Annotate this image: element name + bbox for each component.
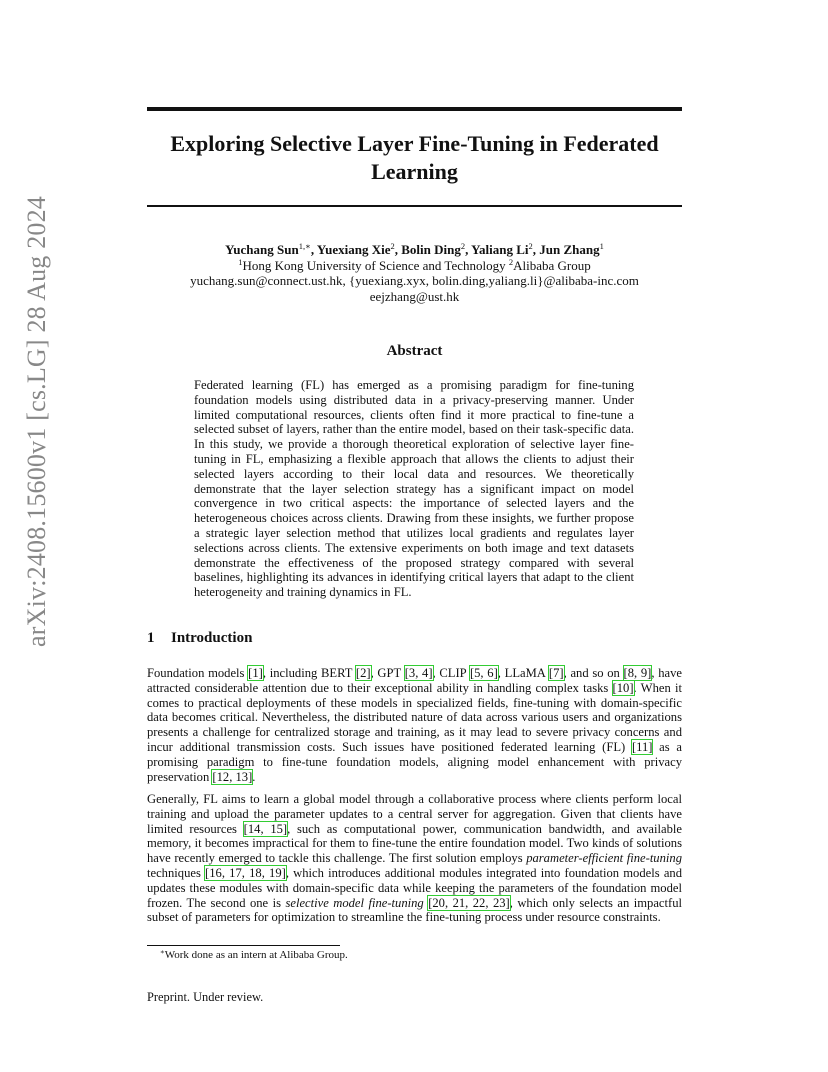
- author-affiliation-mark: 2: [528, 241, 533, 251]
- footnote: [160, 949, 348, 961]
- citation-link[interactable]: [16, 17, 18, 19]: [205, 865, 286, 880]
- footnote-mark: ∗: [160, 948, 165, 956]
- text-run: techniques: [147, 865, 206, 880]
- author-affiliation-mark: 1: [599, 241, 604, 251]
- section-heading: [147, 630, 252, 647]
- author-name: Jun Zhang: [539, 242, 600, 257]
- citation-link[interactable]: [20, 21, 22, 23]: [428, 895, 510, 910]
- text-run: .: [252, 769, 256, 784]
- author-affiliation-mark: 1,∗: [298, 241, 311, 251]
- author-emails: yuchang.sun@connect.ust.hk, {yuexiang.xyx, bolin.ding,yaliang.li}@alibaba-inc.com: [190, 273, 639, 288]
- title-bottom-rule: [147, 205, 682, 207]
- text-run: Foundation models: [147, 666, 249, 680]
- affiliation: Alibaba Group: [513, 257, 591, 273]
- citation-link[interactable]: [3, 4]: [404, 666, 433, 680]
- emphasized-term: selective model fine-tuning: [285, 895, 424, 910]
- abstract-heading: Abstract: [386, 343, 443, 359]
- text-run: , and so on: [563, 666, 624, 680]
- footnote-text: Work done as an intern at Alibaba Group.: [164, 949, 348, 961]
- text-run: , such as computational power, communication bandwidth, and available memory, it becomes impractical for them to fine-tune the entire foundation model. Two kinds of solutions have recently emerged to tackle this challenge. The first solution employs: [147, 821, 682, 866]
- footnote-rule: [147, 945, 340, 946]
- emphasized-term: parameter-efficient fine-tuning: [526, 851, 682, 866]
- paper-title: Exploring Selective Layer Fine-Tuning in Federated Learning: [170, 131, 659, 184]
- author-name: Yuexiang Xie: [316, 242, 391, 257]
- affiliation-mark: 1: [238, 256, 243, 267]
- text-run: , CLIP: [432, 666, 470, 680]
- text-run: , including BERT: [262, 666, 356, 680]
- author-emails: eejzhang@ust.hk: [369, 288, 460, 304]
- citation-link[interactable]: [12, 13]: [212, 769, 253, 784]
- section-number: 1: [147, 630, 155, 646]
- citation-link[interactable]: [11]: [631, 739, 653, 754]
- preprint-note: Preprint. Under review.: [147, 990, 264, 1004]
- citation-link[interactable]: [1]: [248, 666, 263, 680]
- affiliation-mark: 2: [508, 256, 514, 267]
- author-name: Bolin Ding: [401, 242, 461, 257]
- paragraph: [147, 666, 682, 784]
- author-affiliation-mark: 2: [390, 241, 395, 251]
- author-name: Yuchang Sun: [225, 242, 299, 257]
- author-names: Yuchang Sun$^{1,∗}$, Yuexiang Xie$^2$, Bolin Ding$^2$, Yaliang Li$^2$, Jun Zhang$^1$: [225, 241, 604, 257]
- author-block: [147, 242, 682, 304]
- text-run: , which introduces additional modules integrated into foundation models and updates these modules with domain-specific data while keeping the parameters of the foundation model frozen. The second one is: [147, 865, 683, 910]
- text-run: , have attracted considerable attention due to their exceptional ability in handling complex tasks: [147, 666, 683, 695]
- section-title: Introduction: [171, 630, 253, 646]
- text-run: , GPT: [370, 666, 405, 680]
- title-top-rule: [147, 107, 682, 111]
- affiliations: [147, 258, 682, 274]
- affiliation: Hong Kong University of Science and Technology: [242, 257, 506, 273]
- text-run: , which only selects an impactful subset of parameters for optimization to streamline the fine-tuning process under resource constraints.: [147, 895, 682, 925]
- author-affiliation-mark: 2: [460, 241, 466, 251]
- citation-link[interactable]: [2]: [355, 666, 371, 680]
- text-run: as a promising paradigm to fine-tune foundation models, aligning model enhancement with privacy preservation: [147, 739, 682, 784]
- author-name: Yaliang Li: [471, 242, 529, 257]
- citation-link[interactable]: [8, 9]: [623, 666, 652, 680]
- paragraph: [147, 792, 682, 925]
- text-run: . When it comes to practical deployments of these models in specialized fields, fine-tuning with domain-specific data becomes critical. Nevertheless, the distributed nature of data across various users and organizations presents a challenge for centralized storage and training, as it may lead to severe privacy concerns and incur additional transmission costs. Such issues have positioned federated learning (FL): [147, 680, 682, 754]
- citation-link[interactable]: [10]: [612, 680, 634, 695]
- citation-link[interactable]: [14, 15]: [243, 821, 288, 836]
- text-run: Generally, FL aims to learn a global model through a collaborative process where clients perform local training and upload the parameter updates to a central server for aggregation. Given that clients have limited resources: [147, 792, 682, 836]
- arxiv-identifier: arXiv:2408.15600v1 [cs.LG] 28 Aug 2024: [22, 196, 51, 647]
- citation-link[interactable]: [7]: [548, 666, 564, 680]
- citation-link[interactable]: [5, 6]: [469, 666, 498, 680]
- abstract-text: Federated learning (FL) has emerged as a promising paradigm for fine-tuning foundation models using distributed data in a privacy-preserving manner. Under limited computational resources, clients often find it more practical to fine-tune a selected subset of layers, rather than the entire model, based on their task-specific data. In this study, we provide a thorough theoretical exploration of selective layer fine-tuning in FL, emphasizing a flexible approach that allows the clients to adjust their selected layers according to their local data and resources. We theoretically demonstrate that the layer selection strategy has a significant impact on model convergence in two critical aspects: the importance of selected layers and the heterogeneous choices across clients. Drawing from these insights, we further propose a strategic layer selection method that utilizes local gradients and regulates layer selections across clients. The extensive experiments on both image and text datasets demonstrate the effectiveness of the proposed strategy compared with several baselines, highlighting its advances in identifying critical layers that adapt to the client heterogeneity and training dynamics in FL.: [194, 378, 634, 600]
- text-run: , LLaMA: [497, 666, 549, 680]
